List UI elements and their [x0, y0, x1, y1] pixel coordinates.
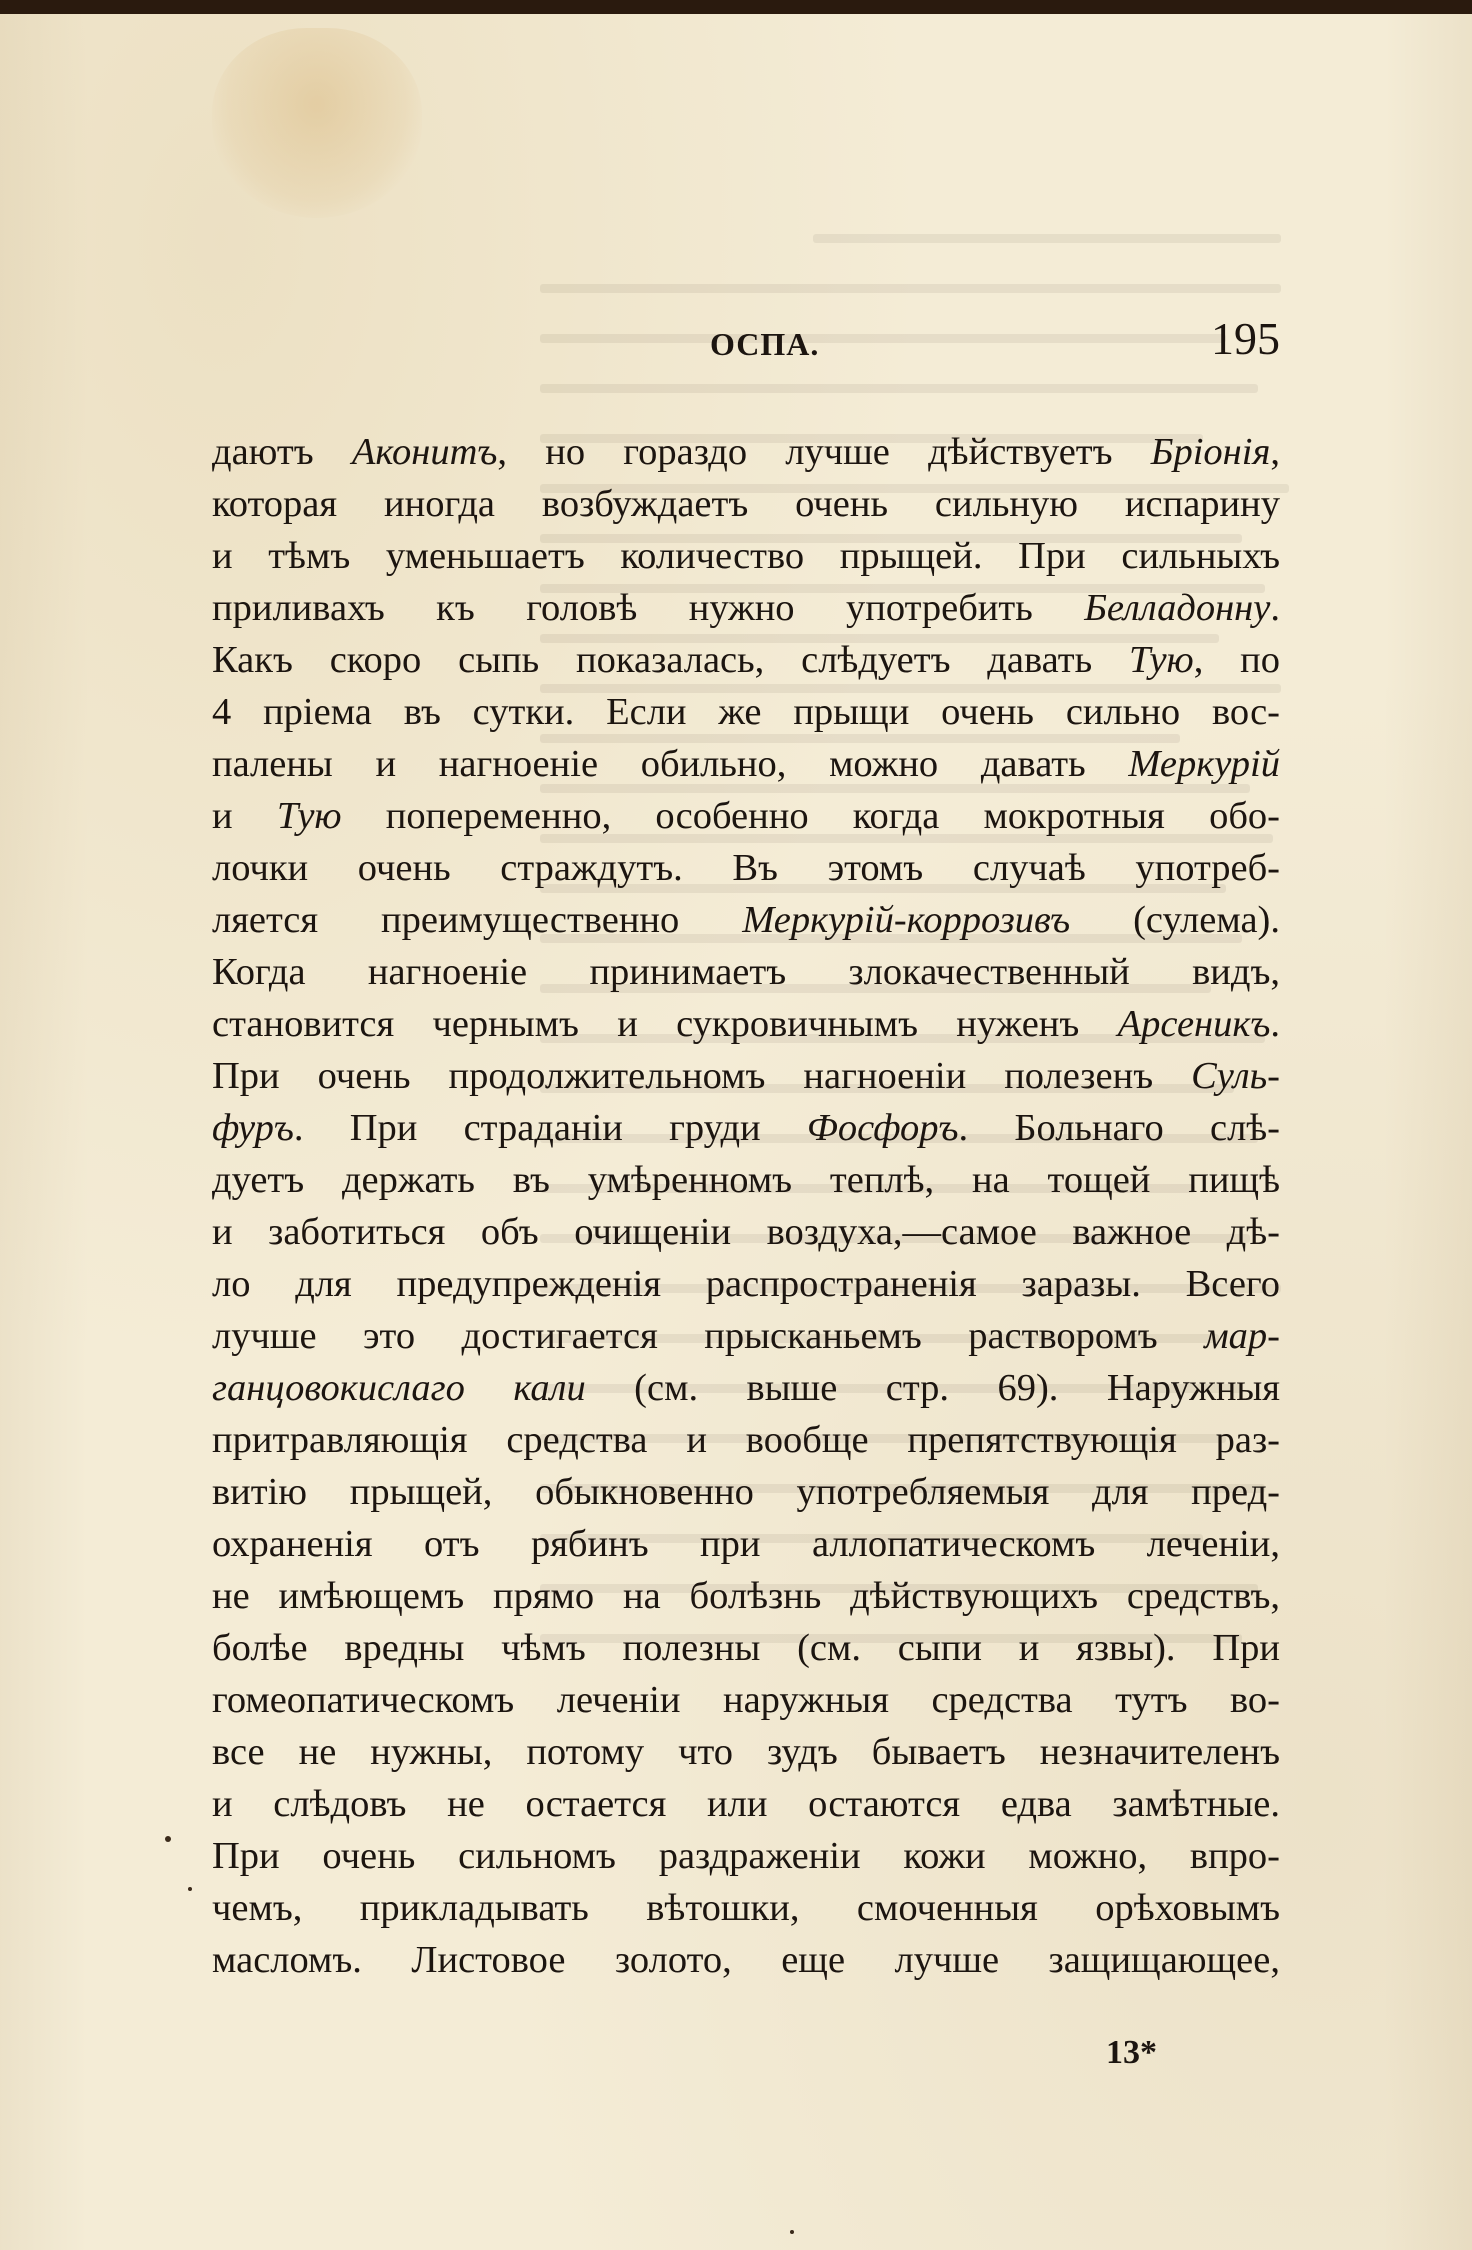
text-line: [212, 1934, 1280, 1986]
text-line: [212, 530, 1280, 582]
text-segment: и заботиться объ очищеніи воздуха,—самое важное дѣ-: [212, 1211, 1280, 1253]
body-text: [212, 426, 1280, 1986]
text-segment: (сулема).: [1070, 899, 1280, 941]
remedy-name: Суль-: [1191, 1055, 1280, 1097]
text-segment: . Больнаго слѣ-: [958, 1107, 1280, 1149]
text-line: [212, 790, 1280, 842]
specks: [165, 1836, 171, 1842]
remedy-name: Тую: [276, 795, 342, 837]
text-line: [212, 1882, 1280, 1934]
text-line: [212, 1310, 1280, 1362]
text-line: [212, 634, 1280, 686]
text-segment: даютъ: [212, 431, 352, 473]
text-segment: ляется преимущественно: [212, 899, 743, 941]
text-segment: , но гораздо лучше дѣйствуетъ: [497, 431, 1151, 473]
remedy-name: Бріонія: [1150, 431, 1271, 473]
specks: [188, 1887, 192, 1891]
text-segment: витію прыщей, обыкновенно употребляемыя для пред-: [212, 1471, 1280, 1513]
text-line: [212, 1830, 1280, 1882]
text-segment: ло для предупрежденія распространенія заразы. Всего: [212, 1263, 1280, 1305]
book-page: [0, 14, 1472, 2250]
text-segment: Когда нагноеніе принимаетъ злокачественный видъ,: [212, 951, 1280, 993]
specks: [790, 2230, 794, 2234]
text-line: [212, 998, 1280, 1050]
text-line: [212, 1414, 1280, 1466]
text-line: [212, 894, 1280, 946]
text-segment: .: [1270, 587, 1280, 629]
remedy-name: Тую: [1128, 639, 1194, 681]
text-segment: дуетъ держать въ умѣренномъ теплѣ, на тощей пищѣ: [212, 1159, 1280, 1201]
text-line: [212, 1206, 1280, 1258]
remedy-name: Белладонну: [1084, 587, 1271, 629]
text-segment: все не нужны, потому что зудъ бываетъ незначителенъ: [212, 1731, 1280, 1773]
text-segment: Какъ скоро сыпь показалась, слѣдуетъ давать: [212, 639, 1129, 681]
page-number: 195: [1211, 313, 1280, 364]
page-header: [210, 312, 1280, 372]
text-segment: лочки очень страждутъ. Въ этомъ случаѣ употреб-: [212, 847, 1280, 889]
text-line: [212, 1050, 1280, 1102]
text-segment: охраненія отъ рябинъ при аллопатическомъ леченіи,: [212, 1523, 1280, 1565]
signature-mark: 13*: [1106, 2034, 1157, 2071]
text-segment: и слѣдовъ не остается или остаются едва замѣтные.: [212, 1783, 1280, 1825]
text-segment: становится чернымъ и сукровичнымъ нуженъ: [212, 1003, 1118, 1045]
text-segment: При очень сильномъ раздраженіи кожи можно, впро-: [212, 1835, 1280, 1877]
text-segment: притравляющія средства и вообще препятствующія раз-: [212, 1419, 1280, 1461]
text-segment: , по: [1193, 639, 1280, 681]
text-segment: палены и нагноеніе обильно, можно давать: [212, 743, 1129, 785]
text-segment: ,: [1270, 431, 1280, 473]
water-stain: [212, 28, 422, 218]
text-line: [212, 1518, 1280, 1570]
text-segment: .: [1270, 1003, 1280, 1045]
text-segment: попеременно, особенно когда мокротныя обо-: [341, 795, 1280, 837]
text-segment: чемъ, прикладывать вѣтошки, смоченныя орѣховымъ: [212, 1887, 1280, 1929]
text-line: [212, 582, 1280, 634]
text-line: [212, 1466, 1280, 1518]
text-segment: болѣе вредны чѣмъ полезны (см. сыпи и язвы). При: [212, 1627, 1280, 1669]
text-line: [212, 1778, 1280, 1830]
remedy-name: мар-: [1204, 1315, 1280, 1357]
remedy-name: Арсеникъ: [1117, 1003, 1271, 1045]
text-segment: и тѣмъ уменьшаетъ количество прыщей. При сильныхъ: [212, 535, 1280, 577]
remedy-name: Аконитъ: [351, 431, 498, 473]
text-segment: (см. выше стр. 69). Наружныя: [585, 1367, 1280, 1409]
text-line: [212, 1726, 1280, 1778]
remedy-name: Меркурій: [1128, 743, 1280, 785]
text-line: [212, 686, 1280, 738]
remedy-name: Меркурій-коррозивъ: [742, 899, 1071, 941]
remedy-name: Фосфоръ: [806, 1107, 959, 1149]
text-segment: масломъ. Листовое золото, еще лучше защищающее,: [212, 1939, 1280, 1981]
text-line: [212, 1674, 1280, 1726]
text-segment: . При страданіи груди: [293, 1107, 807, 1149]
text-segment: не имѣющемъ прямо на болѣзнь дѣйствующихъ средствъ,: [212, 1575, 1280, 1617]
text-line: [212, 1258, 1280, 1310]
text-segment: 4 пріема въ сутки. Если же прыщи очень сильно вос-: [212, 691, 1280, 733]
text-segment: При очень продолжительномъ нагноеніи полезенъ: [212, 1055, 1192, 1097]
text-segment: приливахъ къ головѣ нужно употребить: [212, 587, 1085, 629]
text-line: [212, 738, 1280, 790]
text-line: [212, 1102, 1280, 1154]
remedy-name: фуръ: [212, 1107, 294, 1149]
text-line: [212, 478, 1280, 530]
text-line: [212, 1622, 1280, 1674]
text-line: [212, 1154, 1280, 1206]
text-line: [212, 842, 1280, 894]
running-title: ОСПА.: [710, 326, 820, 362]
remedy-name: ганцовокислаго кали: [212, 1367, 586, 1409]
text-line: [212, 1570, 1280, 1622]
text-segment: и: [212, 795, 277, 837]
text-segment: которая иногда возбуждаетъ очень сильную испарину: [212, 483, 1280, 525]
text-line: [212, 1362, 1280, 1414]
text-segment: лучше это достигается прысканьемъ растворомъ: [212, 1315, 1205, 1357]
text-segment: гомеопатическомъ леченіи наружныя средства тутъ во-: [212, 1679, 1280, 1721]
text-line: [212, 426, 1280, 478]
text-line: [212, 946, 1280, 998]
